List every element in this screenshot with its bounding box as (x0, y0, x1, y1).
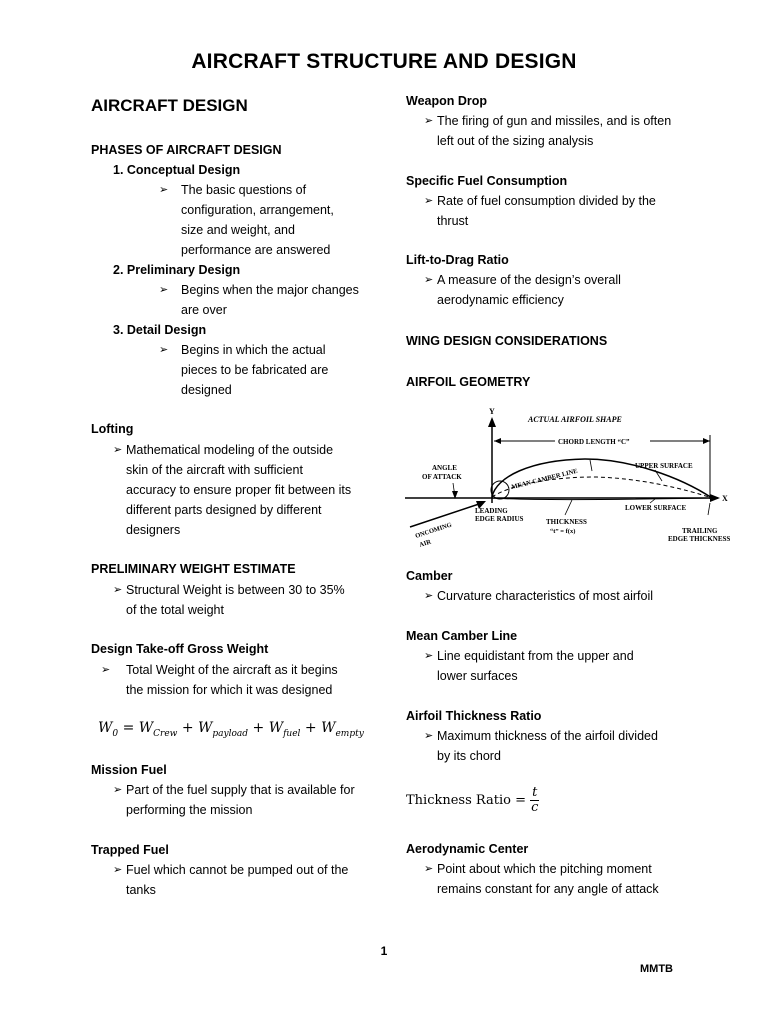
trapped-fuel-heading: Trapped Fuel (91, 843, 169, 857)
phase-3-bullet: ➢ Begins in which the actual pieces to be fabricated are designed (159, 340, 359, 400)
aerodynamic-center-heading: Aerodynamic Center (406, 842, 529, 856)
bullet-arrow-icon: ➢ (113, 444, 123, 456)
bullet-arrow-icon: ➢ (424, 650, 434, 662)
ld-heading: Lift-to-Drag Ratio (406, 253, 509, 267)
bullet-arrow-icon: ➢ (424, 195, 434, 207)
actual-airfoil-label: ACTUAL AIRFOIL SHAPE (528, 415, 622, 424)
phase-2-bullet: ➢ Begins when the major changes are over (159, 280, 379, 320)
bullet-arrow-icon: ➢ (424, 863, 434, 875)
bullet-arrow-icon: ➢ (159, 184, 169, 196)
mean-camber-heading: Mean Camber Line (406, 629, 518, 643)
camber-heading: Camber (406, 569, 453, 583)
weapon-drop-bullet: ➢ The firing of gun and missiles, and is often left out of the sizing analysis (424, 111, 744, 151)
phase-1-label: 1. Conceptual Design (113, 163, 241, 177)
camber-bullet: ➢ Curvature characteristics of most airfoil (424, 586, 744, 606)
bullet-arrow-icon: ➢ (113, 584, 123, 596)
phase-3-label: 3. Detail Design (113, 323, 207, 337)
lofting-heading: Lofting (91, 422, 134, 436)
bullet-arrow-icon: ➢ (113, 784, 123, 796)
chord-length-label: CHORD LENGTH “C” (558, 438, 630, 446)
sfc-heading: Specific Fuel Consumption (406, 174, 568, 188)
bullet-arrow-icon: ➢ (113, 864, 123, 876)
sfc-bullet: ➢ Rate of fuel consumption divided by the thrust (424, 191, 744, 231)
upper-surface-label: UPPER SURFACE (635, 462, 693, 470)
bullet-arrow-icon: ➢ (159, 284, 169, 296)
x-axis-label: X (722, 494, 728, 503)
y-axis-label: Y (489, 407, 495, 416)
lofting-bullet: ➢ Mathematical modeling of the outside skin of the aircraft with sufficient accuracy to ensure proper fit between its different parts designed by different designers (113, 440, 383, 540)
gross-weight-formula: $W_0 = W_{Crew} + W_{payload} + W_{fuel} + W_{empty}$ (98, 720, 364, 739)
bullet-arrow-icon: ➢ (101, 664, 111, 676)
wing-design-heading: WING DESIGN CONSIDERATIONS (406, 334, 608, 348)
leading-edge-label-2: EDGE RADIUS (475, 515, 524, 523)
aerodynamic-center-bullet: ➢ Point about which the pitching moment remains constant for any angle of attack (424, 859, 744, 899)
lower-surface-label: LOWER SURFACE (625, 504, 687, 512)
phase-2-label: 2. Preliminary Design (113, 263, 241, 277)
angle-of-attack-label-2: OF ATTACK (422, 473, 462, 481)
page-number: 1 (380, 944, 388, 958)
section-title-aircraft-design: AIRCRAFT DESIGN (91, 96, 248, 115)
pwe-heading: PRELIMINARY WEIGHT ESTIMATE (91, 562, 296, 576)
weapon-drop-heading: Weapon Drop (406, 94, 488, 108)
document-title: AIRCRAFT STRUCTURE AND DESIGN (191, 50, 577, 73)
thickness-ratio-bullet: ➢ Maximum thickness of the airfoil divided by its chord (424, 726, 744, 766)
oncoming-air-label-2: AIR (418, 538, 432, 549)
airfoil-geometry-diagram (400, 405, 745, 550)
thickness-ratio-formula: Thickness Ratio = $\frac{t}{c}$ (406, 785, 539, 815)
trapped-fuel-bullet: ➢ Fuel which cannot be pumped out of the tanks (113, 860, 388, 900)
pwe-bullet: ➢ Structural Weight is between 30 to 35% of the total weight (113, 580, 383, 620)
thickness-label-2: “t” = f(x) (550, 528, 576, 535)
angle-of-attack-label-1: ANGLE (432, 464, 457, 472)
bullet-arrow-icon: ➢ (424, 274, 434, 286)
leading-edge-label-1: LEADING (475, 507, 508, 515)
ld-bullet: ➢ A measure of the design’s overall aerodynamic efficiency (424, 270, 744, 310)
bullet-arrow-icon: ➢ (424, 590, 434, 602)
mean-camber-label: MEAN CAMBER LINE (510, 467, 579, 491)
dtogw-heading: Design Take-off Gross Weight (91, 642, 269, 656)
mission-fuel-heading: Mission Fuel (91, 763, 167, 777)
oncoming-air-label-1: ONCOMING (414, 521, 453, 540)
footer-initials: MMTB (640, 963, 673, 975)
dtogw-bullet: ➢ Total Weight of the aircraft as it begins the mission for which it was designed (101, 660, 381, 700)
trailing-edge-label-1: TRAILING (682, 527, 718, 535)
thickness-ratio-heading: Airfoil Thickness Ratio (406, 709, 542, 723)
airfoil-geometry-heading: AIRFOIL GEOMETRY (406, 375, 531, 389)
phases-heading: PHASES OF AIRCRAFT DESIGN (91, 143, 282, 157)
phase-1-bullet: ➢ The basic questions of configuration, arrangement, size and weight, and performance are answered (159, 180, 359, 260)
mean-camber-bullet: ➢ Line equidistant from the upper and lower surfaces (424, 646, 744, 686)
thickness-label-1: THICKNESS (546, 518, 587, 526)
bullet-arrow-icon: ➢ (424, 730, 434, 742)
bullet-arrow-icon: ➢ (424, 115, 434, 127)
y-axis-arrow-icon (488, 417, 496, 427)
mission-fuel-bullet: ➢ Part of the fuel supply that is available for performing the mission (113, 780, 388, 820)
trailing-edge-label-2: EDGE THICKNESS (668, 535, 731, 543)
bullet-arrow-icon: ➢ (159, 344, 169, 356)
